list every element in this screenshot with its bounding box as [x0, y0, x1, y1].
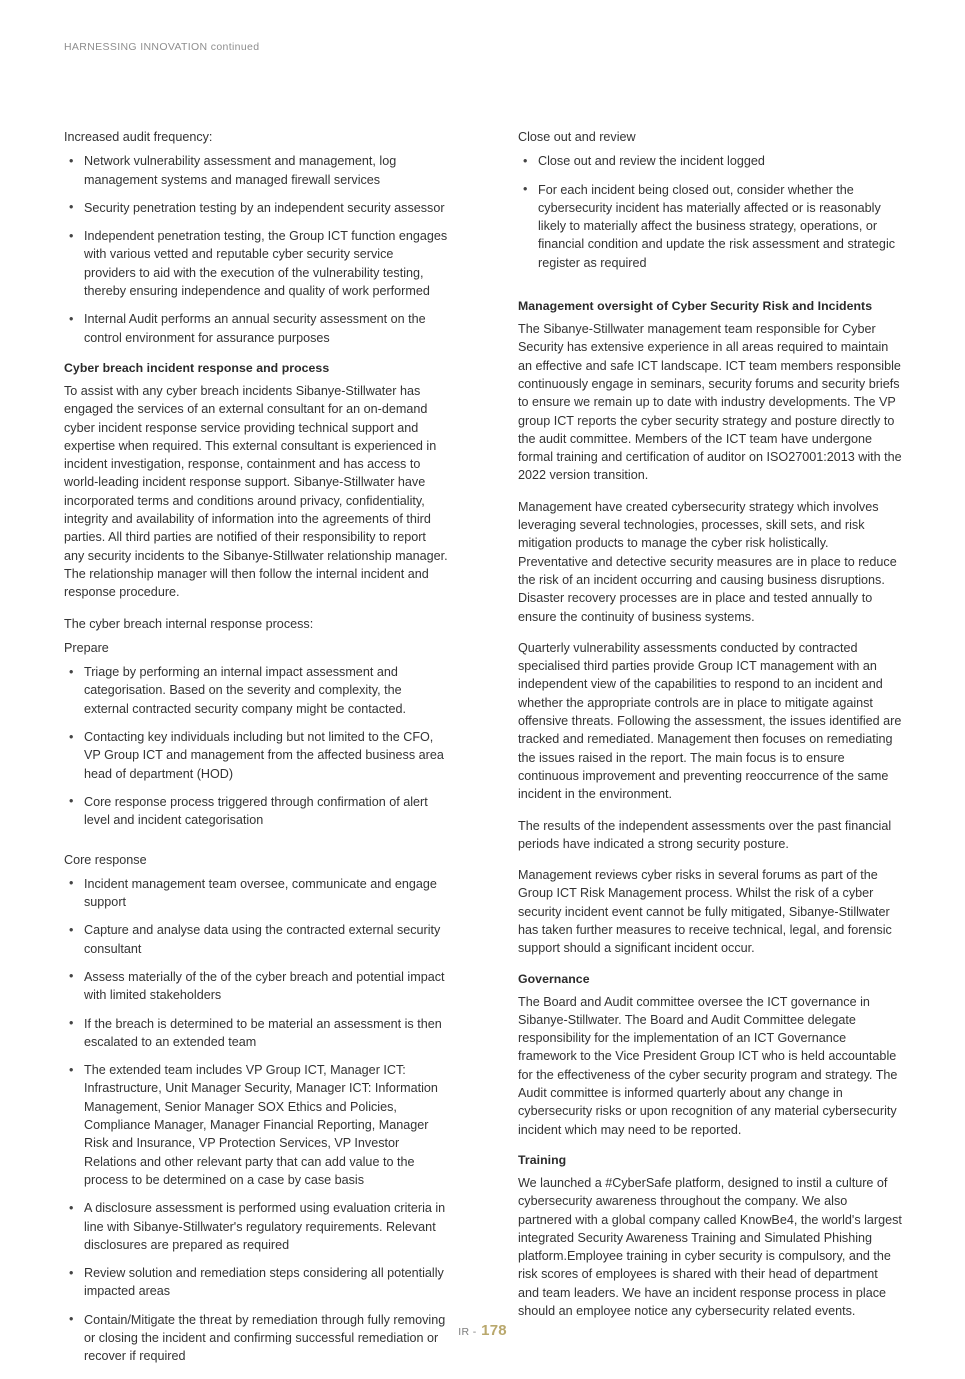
- list-item: • Capture and analyse data using the contracted external security consultant: [64, 921, 448, 958]
- list-item: • Independent penetration testing, the Group ICT function engages with various vetted and reputable cyber security service providers to aid with the execution of the vulnerability testing, thereby ensuring independence and quality of work performed: [64, 227, 448, 300]
- management-oversight-paragraph-2: Management have created cybersecurity strategy which involves leveraging several technologies, processes, skill sets, and risk mitigation products to manage the cyber risk holistically. Preventative and detective security measures are in place to reduce the risk of an incident occurring and causing business disruptions. Disaster recovery processes are in place and tested annually to ensure the continuity of business systems.: [518, 499, 897, 624]
- list-item: • Contacting key individuals including but not limited to the CFO, VP Group ICT and management from the affected business area head of department (HOD): [64, 728, 448, 783]
- list-item: • Contain/Mitigate the threat by remediation through fully removing or closing the incident and confirming successful remediation or recover if required: [64, 1311, 448, 1366]
- list-item: • Close out and review the incident logged: [518, 152, 902, 170]
- increased-audit-frequency-lead: Increased audit frequency:: [64, 130, 213, 144]
- list-item: • Core response process triggered through confirmation of alert level and incident categorisation: [64, 793, 448, 830]
- section-spacer: [64, 843, 448, 851]
- management-oversight-heading: Management oversight of Cyber Security Risk and Incidents: [518, 299, 873, 314]
- prepare-label: Prepare: [64, 640, 109, 655]
- prepare-bullet-list: [64, 663, 448, 829]
- list-item: • A disclosure assessment is performed using evaluation criteria in line with Sibanye-Stillwater's regulatory requirements. Relevant disclosures are prepared as required: [64, 1199, 448, 1254]
- close-out-and-review-label: Close out and review: [518, 130, 636, 144]
- management-oversight-paragraph-5: Management reviews cyber risks in several forums as part of the Group ICT Risk Management process. Whilst the risk of a cyber security incident event cannot be fully mitigated, Sibanye-Stillwater has taken further measures to receive technical, legal, and forensic support should a significant incident occur.: [518, 868, 892, 956]
- training-paragraph: We launched a #CyberSafe platform, designed to instil a culture of cybersecurity awareness throughout the company. We also partnered with a global company called KnowBe4, the world's largest integrated Security Awareness Training and Simulated Phishing platform.Employee training in cyber security is compulsory, and the risk scores of employees is shared with their head of department and team leaders. We have an incident response process in place should an employee notice any cybersecurity related events.: [518, 1175, 902, 1319]
- list-item: • Network vulnerability assessment and management, log management systems and managed firewall services: [64, 152, 448, 189]
- list-item: • The extended team includes VP Group ICT, Manager ICT: Infrastructure, Unit Manager Security, Manager ICT: Information Management, Senior Manager SOX Ethics and Policies, Compliance Manager, Manager Financial Reporting, Manager Risk and Insurance, VP Protection Services, VP Investor Relations and other relevant party that can add value to the process to be determined on a case by case basis: [64, 1061, 448, 1189]
- page-footer: [0, 1322, 965, 1340]
- list-item: • Internal Audit performs an annual security assessment on the control environment for assurance purposes: [64, 310, 448, 347]
- right-column: [518, 128, 902, 1379]
- left-column: [64, 128, 448, 1379]
- cyber-breach-incident-response-heading: Cyber breach incident response and process: [64, 360, 330, 375]
- internal-response-process-lead: The cyber breach internal response process:: [64, 616, 314, 631]
- governance-paragraph: The Board and Audit committee oversee the ICT governance in Sibanye-Stillwater. The Board and Audit Committee delegate responsibility for the implementation of an ICT Governance framework to the Vice President Group ICT who is held accountable for the effectiveness of the cyber security program and strategy. The Audit committee is informed quarterly about any change in cybersecurity risks or upon recognition of any material cybersecurity incident which may need to be reported.: [518, 994, 898, 1137]
- cyber-breach-paragraph: To assist with any cyber breach incidents Sibanye-Stillwater has engaged the services of an external consultant for an on-demand cyber incident response service providing technical support and expertise when required. This external consultant is experienced in incident investigation, response, containment and has access to world-leading incident response support. Sibanye-Stillwater have incorporated terms and conditions around privacy, confidentiality, integrity and availability of information into the agreements of third parties. All third parties are notified of their responsibility to report any security incidents to the Sibanye-Stillwater relationship manager. The relationship manager will then follow the internal incident and response procedure.: [64, 383, 448, 600]
- core-response-label: Core response: [64, 852, 147, 867]
- management-oversight-paragraph-4: The results of the independent assessments over the past financial periods have indicated a strong security posture.: [518, 818, 892, 851]
- list-item: • Review solution and remediation steps considering all potentially impacted areas: [64, 1264, 448, 1301]
- list-item: • For each incident being closed out, consider whether the cybersecurity incident has materially affected or is reasonably likely to materially affect the business strategy, operations, or financial condition and update the risk assessment and strategic register as required: [518, 181, 902, 272]
- core-response-bullet-list: [64, 875, 448, 1366]
- list-item: • If the breach is determined to be material an assessment is then escalated to an extended team: [64, 1015, 448, 1052]
- list-item: • Triage by performing an internal impact assessment and categorisation. Based on the severity and complexity, the external contracted security company might be contacted.: [64, 663, 448, 718]
- audit-frequency-bullet-list: [64, 152, 448, 347]
- running-head: HARNESSING INNOVATION continued: [64, 41, 260, 53]
- management-oversight-paragraph-3: Quarterly vulnerability assessments conducted by contracted specialised third parties provide Group ICT management with an independent view of the capabilities to respond to an incident and whether the appropriate controls are in place to mitigate against offensive threats. Following the assessment, the issues identified are tracked and remediated. Management then focuses on remediating the issues raised in the report. The main focus is to ensure continuous improvement and preventing reoccurrence of the same incident in the environment.: [518, 640, 902, 802]
- list-item: • Incident management team oversee, communicate and engage support: [64, 875, 448, 912]
- close-out-bullet-list: [518, 152, 902, 272]
- governance-heading: Governance: [518, 971, 590, 986]
- footer-page-number: 178: [481, 1322, 507, 1339]
- training-heading: Training: [518, 1152, 567, 1167]
- management-oversight-paragraph-1: The Sibanye-Stillwater management team responsible for Cyber Security has extensive experience in all areas required to maintain an effective and safe ICT landscape. ICT team members responsible continuously engage in seminars, security forums and security briefs to ensure we remain up to date with industry developments. The VP group ICT reports the cyber security strategy and posture directly to the audit committee. Members of the ICT team have undergone formal training and certification of auditor on ISO27001:2013 with the 2022 version transition.: [518, 322, 902, 483]
- list-item: • Security penetration testing by an independent security assessor: [64, 199, 448, 217]
- list-item: • Assess materially of the of the cyber breach and potential impact with limited stakeholders: [64, 968, 448, 1005]
- section-spacer: [518, 285, 902, 298]
- two-column-layout: [64, 128, 902, 1379]
- footer-report-label: IR -: [458, 1326, 477, 1338]
